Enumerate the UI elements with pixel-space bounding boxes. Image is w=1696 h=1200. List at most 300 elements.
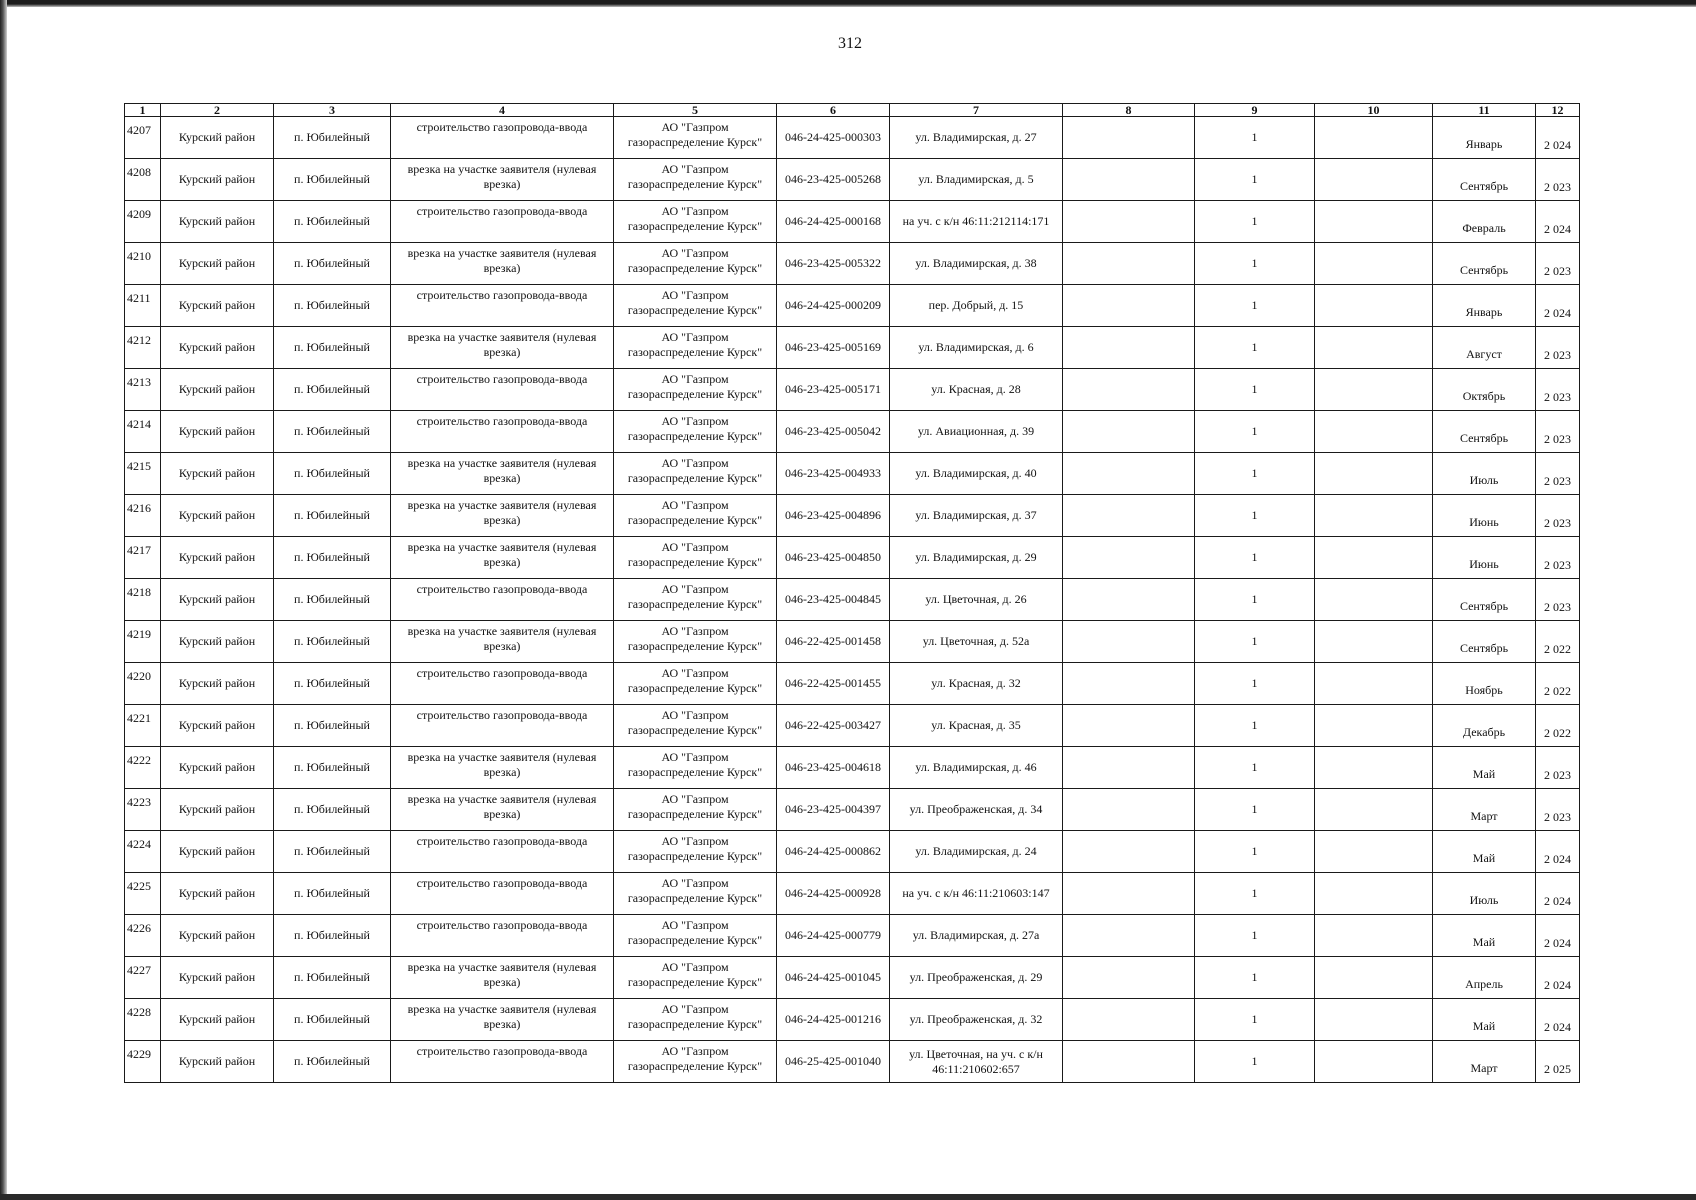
address-cell: ул. Преображенская, д. 29 [890,957,1063,999]
month-cell: Июль [1433,873,1536,915]
column-8-cell [1063,327,1195,369]
address-cell: на уч. с к/н 46:11:210603:147 [890,873,1063,915]
year-cell: 2 024 [1536,999,1580,1041]
table-row [125,327,1580,369]
district-cell: Курский район [161,747,274,789]
column-8-cell [1063,411,1195,453]
work-type-cell: строительство газопровода-ввода [391,201,614,243]
column-10-cell [1315,915,1433,957]
district-cell: Курский район [161,915,274,957]
column-10-cell [1315,453,1433,495]
month-cell: Июнь [1433,495,1536,537]
district-cell: Курский район [161,579,274,621]
table-row [125,369,1580,411]
work-type-cell: врезка на участке заявителя (нулевая врезка) [391,537,614,579]
quantity-cell: 1 [1195,201,1315,243]
address-cell: ул. Владимирская, д. 38 [890,243,1063,285]
year-cell: 2 023 [1536,243,1580,285]
column-10-cell [1315,873,1433,915]
column-8-cell [1063,369,1195,411]
quantity-cell: 1 [1195,495,1315,537]
district-cell: Курский район [161,999,274,1041]
column-8-cell [1063,957,1195,999]
column-header: 2 [161,104,274,117]
quantity-cell: 1 [1195,999,1315,1041]
application-code-cell: 046-24-425-000928 [777,873,890,915]
application-code-cell: 046-24-425-000779 [777,915,890,957]
company-cell: АО "Газпром газораспределение Курск" [614,369,777,411]
address-cell: ул. Красная, д. 32 [890,663,1063,705]
settlement-cell: п. Юбилейный [274,117,391,159]
quantity-cell: 1 [1195,873,1315,915]
address-cell: ул. Владимирская, д. 27а [890,915,1063,957]
address-cell: ул. Красная, д. 28 [890,369,1063,411]
column-10-cell [1315,705,1433,747]
quantity-cell: 1 [1195,789,1315,831]
row-number: 4223 [125,789,161,831]
row-number: 4222 [125,747,161,789]
address-cell: ул. Владимирская, д. 27 [890,117,1063,159]
column-8-cell [1063,453,1195,495]
column-8-cell [1063,1041,1195,1083]
column-10-cell [1315,537,1433,579]
year-cell: 2 023 [1536,579,1580,621]
work-type-cell: строительство газопровода-ввода [391,285,614,327]
work-type-cell: врезка на участке заявителя (нулевая врезка) [391,957,614,999]
work-type-cell: врезка на участке заявителя (нулевая врезка) [391,453,614,495]
quantity-cell: 1 [1195,957,1315,999]
district-cell: Курский район [161,285,274,327]
company-cell: АО "Газпром газораспределение Курск" [614,159,777,201]
application-code-cell: 046-25-425-001040 [777,1041,890,1083]
row-number: 4211 [125,285,161,327]
company-cell: АО "Газпром газораспределение Курск" [614,873,777,915]
settlement-cell: п. Юбилейный [274,579,391,621]
column-10-cell [1315,201,1433,243]
row-number: 4228 [125,999,161,1041]
column-10-cell [1315,579,1433,621]
work-type-cell: врезка на участке заявителя (нулевая врезка) [391,789,614,831]
month-cell: Ноябрь [1433,663,1536,705]
year-cell: 2 024 [1536,957,1580,999]
column-8-cell [1063,873,1195,915]
settlement-cell: п. Юбилейный [274,831,391,873]
table-body [125,117,1580,1083]
work-type-cell: строительство газопровода-ввода [391,873,614,915]
scan-top-edge [0,0,1696,7]
table-row [125,285,1580,327]
month-cell: Март [1433,789,1536,831]
company-cell: АО "Газпром газораспределение Курск" [614,117,777,159]
column-10-cell [1315,159,1433,201]
row-number: 4225 [125,873,161,915]
address-cell: на уч. с к/н 46:11:212114:171 [890,201,1063,243]
column-header: 3 [274,104,391,117]
work-type-cell: строительство газопровода-ввода [391,369,614,411]
work-type-cell: строительство газопровода-ввода [391,411,614,453]
application-code-cell: 046-23-425-004618 [777,747,890,789]
column-number-row [125,104,1580,117]
company-cell: АО "Газпром газораспределение Курск" [614,999,777,1041]
month-cell: Сентябрь [1433,579,1536,621]
month-cell: Сентябрь [1433,159,1536,201]
month-cell: Июль [1433,453,1536,495]
year-cell: 2 024 [1536,285,1580,327]
month-cell: Апрель [1433,957,1536,999]
table-row [125,999,1580,1041]
settlement-cell: п. Юбилейный [274,453,391,495]
district-cell: Курский район [161,873,274,915]
application-code-cell: 046-22-425-001455 [777,663,890,705]
row-number: 4215 [125,453,161,495]
application-code-cell: 046-22-425-001458 [777,621,890,663]
column-8-cell [1063,999,1195,1041]
district-cell: Курский район [161,495,274,537]
quantity-cell: 1 [1195,537,1315,579]
work-type-cell: строительство газопровода-ввода [391,663,614,705]
quantity-cell: 1 [1195,579,1315,621]
quantity-cell: 1 [1195,663,1315,705]
company-cell: АО "Газпром газораспределение Курск" [614,1041,777,1083]
settlement-cell: п. Юбилейный [274,243,391,285]
table-row [125,1041,1580,1083]
table-row [125,621,1580,663]
month-cell: Май [1433,831,1536,873]
company-cell: АО "Газпром газораспределение Курск" [614,621,777,663]
application-code-cell: 046-23-425-004850 [777,537,890,579]
column-8-cell [1063,705,1195,747]
table-row [125,243,1580,285]
column-8-cell [1063,495,1195,537]
work-type-cell: врезка на участке заявителя (нулевая врезка) [391,159,614,201]
year-cell: 2 024 [1536,915,1580,957]
quantity-cell: 1 [1195,915,1315,957]
month-cell: Июнь [1433,537,1536,579]
column-header: 11 [1433,104,1536,117]
column-10-cell [1315,747,1433,789]
year-cell: 2 023 [1536,411,1580,453]
company-cell: АО "Газпром газораспределение Курск" [614,453,777,495]
month-cell: Май [1433,747,1536,789]
row-number: 4221 [125,705,161,747]
row-number: 4208 [125,159,161,201]
year-cell: 2 023 [1536,159,1580,201]
scan-bottom-edge [0,1194,1696,1200]
column-8-cell [1063,159,1195,201]
row-number: 4226 [125,915,161,957]
table-row [125,495,1580,537]
column-10-cell [1315,621,1433,663]
quantity-cell: 1 [1195,1041,1315,1083]
table-row [125,411,1580,453]
application-code-cell: 046-23-425-005169 [777,327,890,369]
quantity-cell: 1 [1195,369,1315,411]
year-cell: 2 022 [1536,705,1580,747]
scan-left-edge [0,0,7,1200]
column-10-cell [1315,957,1433,999]
row-number: 4207 [125,117,161,159]
quantity-cell: 1 [1195,747,1315,789]
table-row [125,705,1580,747]
column-header: 7 [890,104,1063,117]
district-cell: Курский район [161,327,274,369]
column-10-cell [1315,285,1433,327]
year-cell: 2 022 [1536,621,1580,663]
address-cell: ул. Владимирская, д. 37 [890,495,1063,537]
page-number: 312 [838,35,862,52]
address-cell: ул. Цветочная, д. 52а [890,621,1063,663]
year-cell: 2 025 [1536,1041,1580,1083]
application-code-cell: 046-23-425-004896 [777,495,890,537]
application-code-cell: 046-23-425-004397 [777,789,890,831]
row-number: 4209 [125,201,161,243]
settlement-cell: п. Юбилейный [274,411,391,453]
settlement-cell: п. Юбилейный [274,747,391,789]
table-row [125,159,1580,201]
row-number: 4210 [125,243,161,285]
column-header: 8 [1063,104,1195,117]
year-cell: 2 023 [1536,747,1580,789]
address-cell: ул. Цветочная, на уч. с к/н 46:11:210602:657 [890,1041,1063,1083]
column-header: 12 [1536,104,1580,117]
column-10-cell [1315,495,1433,537]
work-type-cell: строительство газопровода-ввода [391,915,614,957]
company-cell: АО "Газпром газораспределение Курск" [614,201,777,243]
settlement-cell: п. Юбилейный [274,495,391,537]
application-code-cell: 046-23-425-005322 [777,243,890,285]
column-8-cell [1063,789,1195,831]
company-cell: АО "Газпром газораспределение Курск" [614,285,777,327]
row-number: 4212 [125,327,161,369]
column-8-cell [1063,285,1195,327]
application-code-cell: 046-23-425-005042 [777,411,890,453]
year-cell: 2 023 [1536,453,1580,495]
column-10-cell [1315,999,1433,1041]
work-type-cell: врезка на участке заявителя (нулевая врезка) [391,747,614,789]
application-code-cell: 046-24-425-000209 [777,285,890,327]
quantity-cell: 1 [1195,705,1315,747]
quantity-cell: 1 [1195,285,1315,327]
settlement-cell: п. Юбилейный [274,957,391,999]
company-cell: АО "Газпром газораспределение Курск" [614,915,777,957]
month-cell: Сентябрь [1433,243,1536,285]
work-type-cell: строительство газопровода-ввода [391,579,614,621]
quantity-cell: 1 [1195,411,1315,453]
column-10-cell [1315,117,1433,159]
application-code-cell: 046-24-425-000862 [777,831,890,873]
month-cell: Март [1433,1041,1536,1083]
district-cell: Курский район [161,789,274,831]
district-cell: Курский район [161,663,274,705]
column-10-cell [1315,369,1433,411]
year-cell: 2 023 [1536,369,1580,411]
settlement-cell: п. Юбилейный [274,873,391,915]
year-cell: 2 024 [1536,201,1580,243]
settlement-cell: п. Юбилейный [274,201,391,243]
month-cell: Январь [1433,117,1536,159]
year-cell: 2 023 [1536,495,1580,537]
year-cell: 2 024 [1536,831,1580,873]
work-type-cell: строительство газопровода-ввода [391,117,614,159]
column-8-cell [1063,747,1195,789]
month-cell: Май [1433,915,1536,957]
company-cell: АО "Газпром газораспределение Курск" [614,537,777,579]
row-number: 4217 [125,537,161,579]
column-header: 1 [125,104,161,117]
row-number: 4227 [125,957,161,999]
quantity-cell: 1 [1195,621,1315,663]
settlement-cell: п. Юбилейный [274,369,391,411]
column-10-cell [1315,789,1433,831]
column-8-cell [1063,831,1195,873]
row-number: 4220 [125,663,161,705]
column-header: 9 [1195,104,1315,117]
column-10-cell [1315,327,1433,369]
settlement-cell: п. Юбилейный [274,789,391,831]
quantity-cell: 1 [1195,453,1315,495]
table-row [125,117,1580,159]
company-cell: АО "Газпром газораспределение Курск" [614,663,777,705]
table-row [125,957,1580,999]
address-cell: ул. Преображенская, д. 34 [890,789,1063,831]
quantity-cell: 1 [1195,327,1315,369]
company-cell: АО "Газпром газораспределение Курск" [614,831,777,873]
column-8-cell [1063,915,1195,957]
company-cell: АО "Газпром газораспределение Курск" [614,957,777,999]
quantity-cell: 1 [1195,159,1315,201]
district-cell: Курский район [161,453,274,495]
address-cell: ул. Владимирская, д. 6 [890,327,1063,369]
district-cell: Курский район [161,705,274,747]
table-row [125,831,1580,873]
table-row [125,201,1580,243]
row-number: 4213 [125,369,161,411]
address-cell: ул. Владимирская, д. 29 [890,537,1063,579]
settlement-cell: п. Юбилейный [274,285,391,327]
district-cell: Курский район [161,1041,274,1083]
column-header: 6 [777,104,890,117]
month-cell: Декабрь [1433,705,1536,747]
year-cell: 2 024 [1536,873,1580,915]
application-code-cell: 046-24-425-001216 [777,999,890,1041]
column-header: 5 [614,104,777,117]
year-cell: 2 023 [1536,327,1580,369]
table-row [125,537,1580,579]
company-cell: АО "Газпром газораспределение Курск" [614,411,777,453]
row-number: 4224 [125,831,161,873]
work-type-cell: врезка на участке заявителя (нулевая врезка) [391,327,614,369]
company-cell: АО "Газпром газораспределение Курск" [614,243,777,285]
settlement-cell: п. Юбилейный [274,1041,391,1083]
application-code-cell: 046-23-425-005268 [777,159,890,201]
district-cell: Курский район [161,159,274,201]
month-cell: Сентябрь [1433,621,1536,663]
column-10-cell [1315,243,1433,285]
quantity-cell: 1 [1195,831,1315,873]
district-cell: Курский район [161,957,274,999]
column-header: 10 [1315,104,1433,117]
company-cell: АО "Газпром газораспределение Курск" [614,747,777,789]
work-type-cell: врезка на участке заявителя (нулевая врезка) [391,621,614,663]
table-row [125,747,1580,789]
quantity-cell: 1 [1195,117,1315,159]
quantity-cell: 1 [1195,243,1315,285]
address-cell: ул. Цветочная, д. 26 [890,579,1063,621]
address-cell: ул. Красная, д. 35 [890,705,1063,747]
month-cell: Май [1433,999,1536,1041]
column-8-cell [1063,117,1195,159]
district-cell: Курский район [161,117,274,159]
application-code-cell: 046-23-425-005171 [777,369,890,411]
settlement-cell: п. Юбилейный [274,621,391,663]
month-cell: Сентябрь [1433,411,1536,453]
work-type-cell: врезка на участке заявителя (нулевая врезка) [391,999,614,1041]
address-cell: ул. Владимирская, д. 24 [890,831,1063,873]
address-cell: ул. Владимирская, д. 46 [890,747,1063,789]
column-8-cell [1063,579,1195,621]
company-cell: АО "Газпром газораспределение Курск" [614,495,777,537]
month-cell: Октябрь [1433,369,1536,411]
row-number: 4229 [125,1041,161,1083]
column-8-cell [1063,201,1195,243]
column-8-cell [1063,663,1195,705]
application-code-cell: 046-24-425-001045 [777,957,890,999]
settlement-cell: п. Юбилейный [274,999,391,1041]
row-number: 4218 [125,579,161,621]
column-10-cell [1315,831,1433,873]
year-cell: 2 023 [1536,537,1580,579]
table-row [125,789,1580,831]
company-cell: АО "Газпром газораспределение Курск" [614,579,777,621]
district-cell: Курский район [161,831,274,873]
address-cell: ул. Преображенская, д. 32 [890,999,1063,1041]
settlement-cell: п. Юбилейный [274,537,391,579]
application-code-cell: 046-22-425-003427 [777,705,890,747]
district-cell: Курский район [161,369,274,411]
company-cell: АО "Газпром газораспределение Курск" [614,327,777,369]
settlement-cell: п. Юбилейный [274,663,391,705]
month-cell: Февраль [1433,201,1536,243]
table-row [125,873,1580,915]
column-header: 4 [391,104,614,117]
work-type-cell: строительство газопровода-ввода [391,831,614,873]
district-cell: Курский район [161,621,274,663]
application-code-cell: 046-23-425-004845 [777,579,890,621]
application-code-cell: 046-24-425-000168 [777,201,890,243]
application-code-cell: 046-23-425-004933 [777,453,890,495]
column-8-cell [1063,243,1195,285]
address-cell: ул. Владимирская, д. 5 [890,159,1063,201]
row-number: 4216 [125,495,161,537]
settlement-cell: п. Юбилейный [274,327,391,369]
work-type-cell: строительство газопровода-ввода [391,705,614,747]
column-10-cell [1315,411,1433,453]
table-row [125,579,1580,621]
month-cell: Январь [1433,285,1536,327]
column-10-cell [1315,663,1433,705]
address-cell: ул. Владимирская, д. 40 [890,453,1063,495]
column-8-cell [1063,621,1195,663]
year-cell: 2 023 [1536,789,1580,831]
address-cell: ул. Авиационная, д. 39 [890,411,1063,453]
column-10-cell [1315,1041,1433,1083]
column-8-cell [1063,537,1195,579]
year-cell: 2 022 [1536,663,1580,705]
district-cell: Курский район [161,411,274,453]
row-number: 4219 [125,621,161,663]
table-row [125,453,1580,495]
application-code-cell: 046-24-425-000303 [777,117,890,159]
